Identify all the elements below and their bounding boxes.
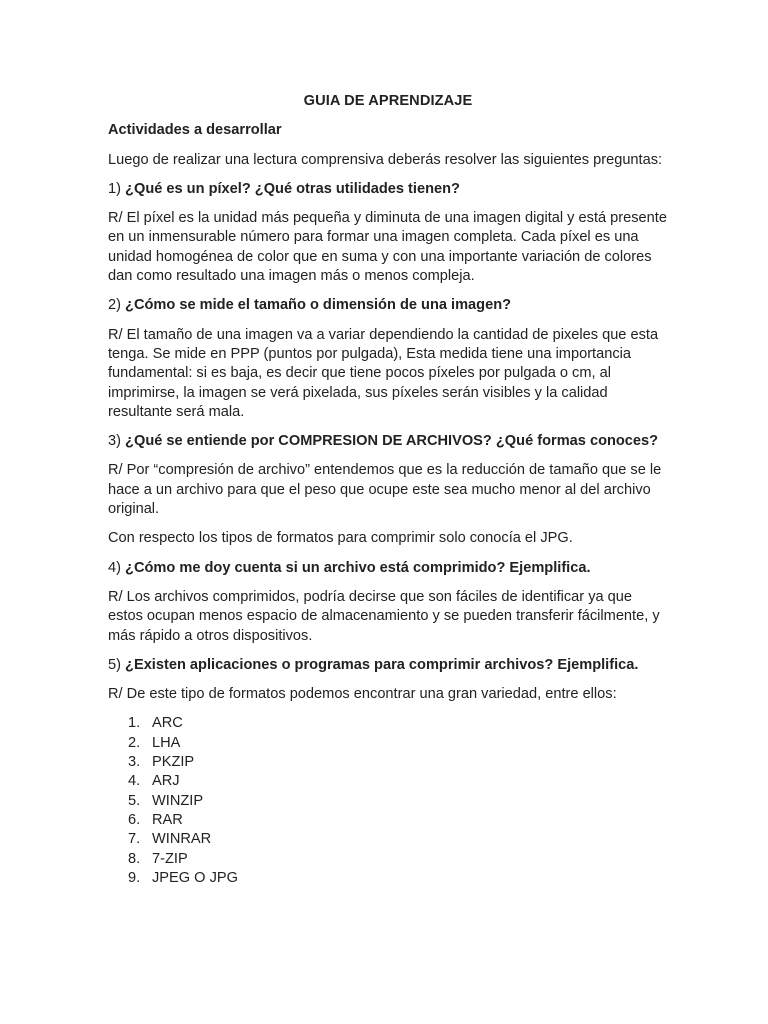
question-5	[108, 656, 668, 675]
list-item	[108, 830, 668, 849]
question-number: 5)	[108, 656, 121, 673]
answer-5: R/ De este tipo de formatos podemos encontrar una gran variedad, entre ellos:	[108, 686, 617, 703]
list-item-number: 9.	[128, 869, 141, 886]
list-item	[108, 734, 668, 753]
question-3	[108, 432, 668, 451]
list-item	[108, 811, 668, 830]
list-item-number: 6.	[128, 811, 141, 828]
list-item	[108, 869, 668, 888]
question-number: 4)	[108, 559, 121, 576]
list-item-number: 2.	[128, 734, 141, 751]
list-item	[108, 714, 668, 733]
question-text: ¿Qué es un píxel? ¿Qué otras utilidades tienen?	[125, 180, 460, 197]
document-body	[108, 92, 668, 888]
question-text: ¿Existen aplicaciones o programas para comprimir archivos? Ejemplifica.	[125, 656, 639, 673]
answer-4: R/ Los archivos comprimidos, podría decirse que son fáciles de identificar ya que estos ocupan menos espacio de almacenamiento y se pueden transferir fácilmente, y más rápido a otros dispositivos.	[108, 588, 660, 644]
question-1	[108, 180, 668, 199]
list-item-label: WINRAR	[152, 831, 212, 848]
list-item-number: 5.	[128, 792, 141, 809]
page-title: GUIA DE APRENDIZAJE	[303, 93, 473, 109]
question-text: ¿Qué se entiende por COMPRESION DE ARCHIVOS? ¿Qué formas conoces?	[125, 433, 659, 450]
list-item-label: RAR	[152, 811, 183, 828]
list-item-number: 4.	[128, 773, 141, 790]
list-item	[108, 792, 668, 811]
compression-formats-list	[108, 714, 668, 888]
list-item	[108, 772, 668, 791]
question-number: 1)	[108, 180, 121, 197]
question-2	[108, 296, 668, 315]
question-text: ¿Cómo se mide el tamaño o dimensión de una imagen?	[125, 297, 512, 314]
list-item	[108, 753, 668, 772]
answer-3-extra: Con respecto los tipos de formatos para comprimir solo conocía el JPG.	[108, 530, 573, 547]
list-item-label: ARC	[152, 715, 183, 732]
list-item-label: LHA	[152, 734, 181, 751]
answer-3: R/ Por “compresión de archivo” entendemos que es la reducción de tamaño que se le hace a un archivo para que el peso que ocupe este sea mucho menor al del archivo original.	[108, 462, 662, 518]
list-item-number: 7.	[128, 831, 141, 848]
list-item-label: JPEG O JPG	[152, 869, 238, 886]
list-item-number: 1.	[128, 715, 141, 732]
section-subtitle: Actividades a desarrollar	[108, 122, 282, 139]
answer-2: R/ El tamaño de una imagen va a variar dependiendo la cantidad de pixeles que esta tenga. Se mide en PPP (puntos por pulgada), Esta medida tiene una importancia fundamental: si es baja, es decir que tiene pocos píxeles por pulgada o cm, al imprimirse, la imagen se verá pixelada, sus píxeles serán visibles y la calidad resultante será mala.	[108, 326, 659, 420]
list-item-number: 8.	[128, 850, 141, 867]
list-item-label: 7-ZIP	[152, 850, 188, 867]
list-item-label: ARJ	[152, 773, 180, 790]
question-number: 3)	[108, 433, 121, 450]
question-number: 2)	[108, 297, 121, 314]
question-4	[108, 559, 668, 578]
list-item-label: PKZIP	[152, 754, 195, 771]
intro-paragraph: Luego de realizar una lectura comprensiva deberás resolver las siguientes preguntas:	[108, 151, 663, 168]
list-item	[108, 850, 668, 869]
list-item-label: WINZIP	[152, 792, 204, 809]
question-text: ¿Cómo me doy cuenta si un archivo está comprimido? Ejemplifica.	[125, 559, 591, 576]
list-item-number: 3.	[128, 754, 141, 771]
answer-1: R/ El píxel es la unidad más pequeña y diminuta de una imagen digital y está presente en un inmensurable número para formar una imagen completa. Cada píxel es una unidad homogénea de color que en suma y con una importante variación de colores dan como resultado una imagen más o menos compleja.	[108, 210, 667, 285]
